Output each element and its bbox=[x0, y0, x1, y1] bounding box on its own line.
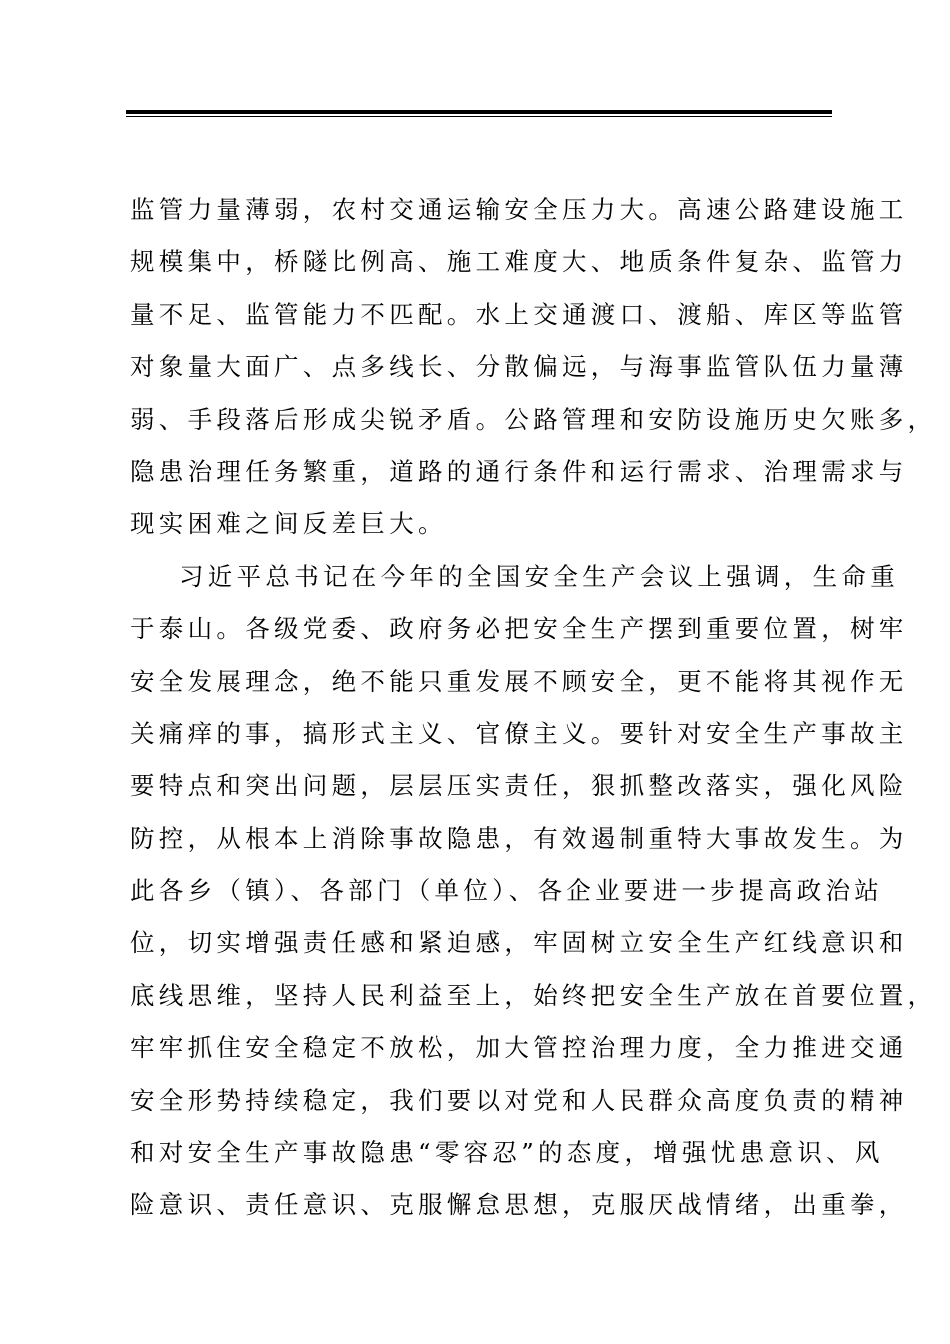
text-line: 弱、手段落后形成尖锐矛盾。公路管理和安防设施历史欠账多， bbox=[130, 404, 937, 434]
text-line: 位，切实增强责任感和紧迫感，牢固树立安全生产红线意识和 bbox=[130, 928, 908, 958]
text-line: 底线思维，坚持人民利益至上，始终把安全生产放在首要位置， bbox=[130, 980, 937, 1010]
text-line: 安全发展理念，绝不能只重发展不顾安全，更不能将其视作无 bbox=[130, 666, 908, 696]
header-double-rule bbox=[126, 110, 832, 117]
text-line: 此各乡（镇）、各部门（单位）、各企业要进一步提高政治站 bbox=[130, 876, 884, 906]
text-line: 牢牢抓住安全稳定不放松，加大管控治理力度，全力推进交通 bbox=[130, 1033, 908, 1063]
text-line: 要特点和突出问题，层层压实责任，狠抓整改落实，强化风险 bbox=[130, 771, 908, 801]
text-line: 规模集中，桥隧比例高、施工难度大、地质条件复杂、监管力 bbox=[130, 247, 908, 277]
paragraph bbox=[130, 551, 937, 1232]
text-line: 监管力量薄弱，农村交通运输安全压力大。高速公路建设施工 bbox=[130, 195, 908, 224]
text-line-indented: 习近平总书记在今年的全国安全生产会议上强调，生命重 bbox=[179, 561, 899, 591]
text-line: 险意识、责任意识、克服懈怠思想，克服厌战情绪，出重拳， bbox=[130, 1190, 908, 1220]
text-line: 于泰山。各级党委、政府务必把安全生产摆到重要位置，树牢 bbox=[130, 614, 908, 644]
text-line: 隐患治理任务繁重，道路的通行条件和运行需求、治理需求与 bbox=[130, 456, 908, 486]
header-rule-thin bbox=[126, 116, 832, 117]
text-line: 对象量大面广、点多线长、分散偏远，与海事监管队伍力量薄 bbox=[130, 352, 908, 382]
text-line: 关痛痒的事，搞形式主义、官僚主义。要针对安全生产事故主 bbox=[130, 718, 908, 748]
text-line: 安全形势持续稳定，我们要以对党和人民群众高度负责的精神 bbox=[130, 1085, 908, 1115]
text-line: 防控，从根本上消除事故隐患，有效遏制重特大事故发生。为 bbox=[130, 823, 908, 853]
text-line: 和对安全生产事故隐患“零容忍”的态度，增强忧患意识、风 bbox=[130, 1138, 884, 1168]
paragraph bbox=[130, 184, 937, 551]
text-line: 现实困难之间反差巨大。 bbox=[130, 509, 447, 539]
text-line: 量不足、监管能力不匹配。水上交通渡口、渡船、库区等监管 bbox=[130, 299, 908, 329]
body-text bbox=[130, 184, 937, 1232]
